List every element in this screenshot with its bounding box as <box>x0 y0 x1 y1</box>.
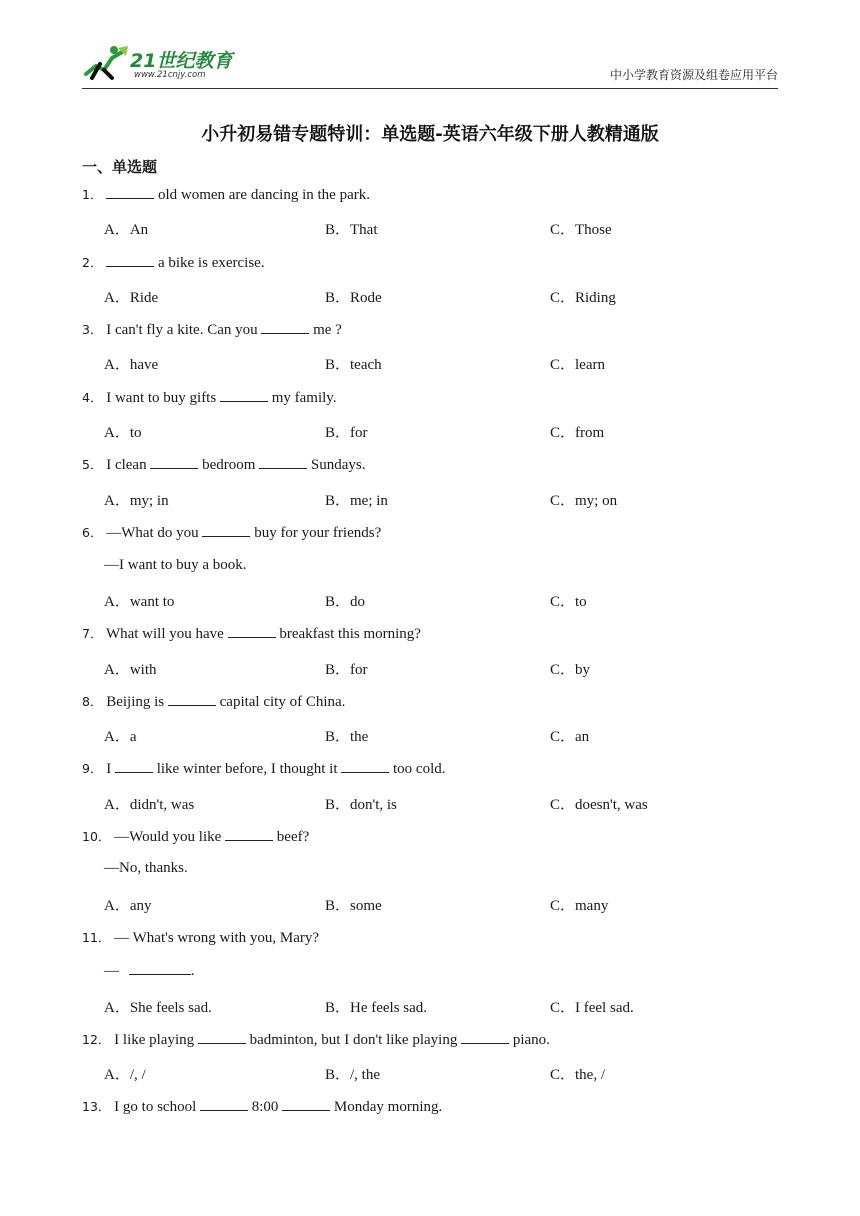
option-b[interactable]: B．some <box>325 898 382 914</box>
question-number: 13． <box>82 1099 111 1114</box>
question-2 <box>82 253 265 272</box>
question-number: 11． <box>82 930 111 945</box>
question-text: What will you have <box>105 626 224 642</box>
option-c[interactable]: C．Riding <box>550 290 616 306</box>
question-text: I can't fly a kite. Can you <box>106 322 258 338</box>
dash: — <box>104 963 119 979</box>
option-b[interactable]: B．do <box>325 594 366 610</box>
question-text: a bike is exercise. <box>157 255 265 271</box>
question-number: 12． <box>82 1032 111 1047</box>
answer-blank <box>106 254 154 267</box>
option-b[interactable]: B．teach <box>325 357 382 373</box>
option-c[interactable]: C．the, / <box>550 1067 605 1083</box>
option-b[interactable]: B．for <box>325 662 368 678</box>
question-text: old women are dancing in the park. <box>157 187 370 203</box>
option-c[interactable]: C．my; on <box>550 493 618 509</box>
option-a[interactable]: A．/, / <box>104 1067 146 1083</box>
question-7 <box>82 624 421 643</box>
question-continuation: —I want to buy a book. <box>104 557 247 573</box>
answer-blank <box>341 760 389 773</box>
question-text: I want to buy gifts <box>106 390 217 406</box>
answer-blank <box>115 760 153 773</box>
question-10 <box>82 827 309 846</box>
question-number: 4． <box>82 390 103 405</box>
option-a[interactable]: A．my; in <box>104 493 169 509</box>
option-c[interactable]: C．an <box>550 729 590 745</box>
answer-blank <box>198 1031 246 1044</box>
option-b[interactable]: B．for <box>325 425 368 441</box>
option-a[interactable]: A．have <box>104 357 159 373</box>
option-a[interactable]: A．to <box>104 425 142 441</box>
logo-url: www.21cnjy.com <box>134 70 206 80</box>
option-a[interactable]: A．didn't, was <box>104 797 195 813</box>
answer-blank <box>200 1098 248 1111</box>
question-number: 9． <box>82 761 103 776</box>
question-12 <box>82 1030 550 1049</box>
question-number: 5． <box>82 457 103 472</box>
answer-blank <box>220 389 268 402</box>
answer-blank <box>228 625 276 638</box>
question-4 <box>82 388 337 407</box>
question-6 <box>82 523 381 542</box>
question-number: 1． <box>82 187 103 202</box>
logo <box>82 40 252 84</box>
option-b[interactable]: B．That <box>325 222 378 238</box>
question-text: —What do you <box>106 525 199 541</box>
question-1 <box>82 185 370 204</box>
question-text: I <box>106 761 112 777</box>
runner-logo-icon <box>82 44 130 82</box>
answer-blank <box>261 321 309 334</box>
question-text: 8:00 <box>251 1099 279 1115</box>
answer-blank <box>282 1098 330 1111</box>
question-text: I go to school <box>114 1099 197 1115</box>
answer-blank <box>225 828 273 841</box>
section-heading: 一、单选题 <box>82 158 158 176</box>
question-3 <box>82 320 342 339</box>
question-8 <box>82 692 345 711</box>
page-header <box>82 38 778 89</box>
question-text: breakfast this morning? <box>279 626 421 642</box>
option-c[interactable]: C．learn <box>550 357 605 373</box>
question-13 <box>82 1097 442 1116</box>
question-number: 7． <box>82 626 103 641</box>
question-text: — What's wrong with you, Mary? <box>114 930 320 946</box>
answer-blank <box>150 456 198 469</box>
answer-blank <box>461 1031 509 1044</box>
question-text: bedroom <box>202 457 256 473</box>
question-text: Sundays. <box>310 457 366 473</box>
option-c[interactable]: C．I feel sad. <box>550 1000 634 1016</box>
answer-blank <box>106 186 154 199</box>
question-text: like winter before, I thought it <box>156 761 338 777</box>
question-text: badminton, but I don't like playing <box>249 1032 458 1048</box>
answer-blank <box>129 962 191 975</box>
question-text: me ? <box>313 322 342 338</box>
question-number: 6． <box>82 525 103 540</box>
option-c[interactable]: C．by <box>550 662 591 678</box>
question-number: 10． <box>82 829 111 844</box>
page-title: 小升初易错专题特训：单选题-英语六年级下册人教精通版 <box>201 124 659 145</box>
option-c[interactable]: C．Those <box>550 222 612 238</box>
question-11 <box>82 928 319 947</box>
question-text: piano. <box>512 1032 550 1048</box>
question-text: beef? <box>276 829 310 845</box>
question-text: capital city of China. <box>219 694 346 710</box>
logo-text: 21世纪教育 <box>130 50 233 72</box>
option-a[interactable]: A．a <box>104 729 137 745</box>
option-b[interactable]: B．Rode <box>325 290 382 306</box>
question-9 <box>82 759 446 778</box>
option-a[interactable]: A．She feels sad. <box>104 1000 212 1016</box>
question-continuation: —No, thanks. <box>104 860 188 876</box>
question-text: Monday morning. <box>333 1099 443 1115</box>
option-b[interactable]: B．/, the <box>325 1067 380 1083</box>
question-text: I like playing <box>114 1032 195 1048</box>
question-text: too cold. <box>393 761 446 777</box>
question-text: buy for your friends? <box>254 525 382 541</box>
option-a[interactable]: A．any <box>104 898 152 914</box>
question-5 <box>82 455 366 474</box>
option-c[interactable]: C．doesn't, was <box>550 797 648 813</box>
option-c[interactable]: C．to <box>550 594 587 610</box>
question-continuation: — . <box>104 963 195 979</box>
option-b[interactable]: B．don't, is <box>325 797 397 813</box>
option-b[interactable]: B．the <box>325 729 369 745</box>
question-text: I clean <box>106 457 147 473</box>
option-c[interactable]: C．many <box>550 898 609 914</box>
question-text: my family. <box>271 390 337 406</box>
option-c[interactable]: C．from <box>550 425 605 441</box>
option-a[interactable]: A．want to <box>104 594 175 610</box>
question-number: 2． <box>82 255 103 270</box>
question-text: —Would you like <box>114 829 222 845</box>
question-number: 3． <box>82 322 103 337</box>
option-b[interactable]: B．me; in <box>325 493 388 509</box>
platform-name: 中小学教育资源及组卷应用平台 <box>609 68 778 82</box>
option-b[interactable]: B．He feels sad. <box>325 1000 428 1016</box>
question-text: Beijing is <box>106 694 165 710</box>
answer-blank <box>202 524 250 537</box>
answer-blank <box>168 693 216 706</box>
question-number: 8． <box>82 694 103 709</box>
option-a[interactable]: A．Ride <box>104 290 159 306</box>
answer-blank <box>259 456 307 469</box>
option-a[interactable]: A．with <box>104 662 157 678</box>
option-a[interactable]: A．An <box>104 222 149 238</box>
